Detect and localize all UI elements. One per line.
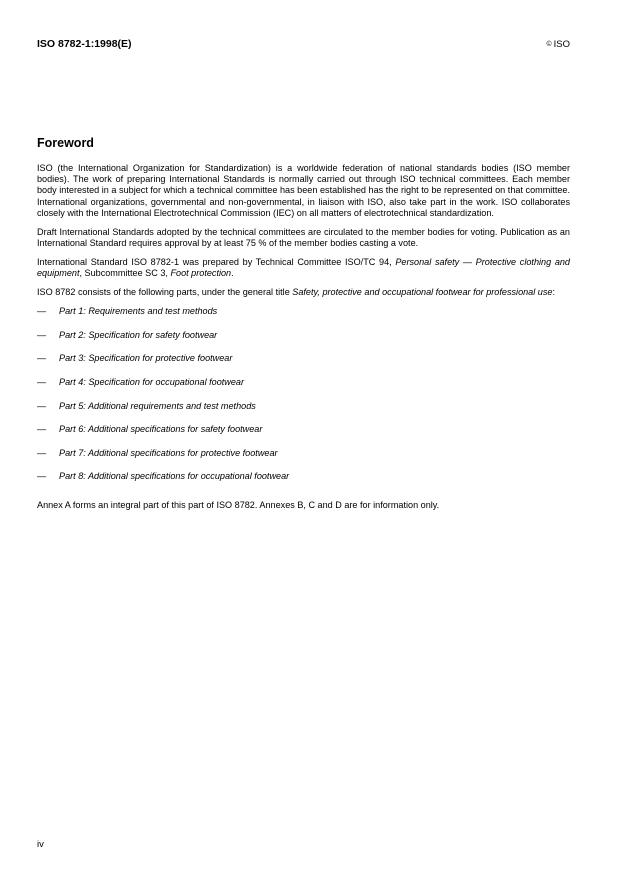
committee-text-3: . (231, 268, 234, 279)
dash-bullet: — (37, 353, 47, 364)
list-item-text: Part 5: Additional requirements and test methods (59, 400, 256, 411)
dash-bullet: — (37, 377, 47, 387)
committee-text-1: International Standard ISO 8782-1 was prepared by Technical Committee ISO/TC 94, (37, 257, 396, 268)
document-identifier: ISO 8782-1:1998(E) (37, 38, 132, 50)
parts-list (37, 306, 570, 495)
copyright-symbol: © (546, 41, 552, 48)
list-item-text: Part 6: Additional specifications for safety footwear (59, 424, 263, 435)
committee-text-2: , Subcommittee SC 3, (79, 268, 171, 279)
committee-title: Personal safety — Protective clothing and equipment (37, 257, 570, 279)
list-item-text: Part 8: Additional specifications for occupational footwear (59, 471, 290, 482)
copyright-owner: ISO (553, 39, 570, 50)
list-item (37, 401, 570, 425)
dash-bullet: — (37, 400, 47, 411)
list-item-text: Part 7: Additional specifications for protective footwear (59, 447, 278, 458)
dash-bullet: — (37, 329, 47, 340)
foreword-heading: Foreword (37, 136, 94, 150)
list-item (37, 353, 570, 377)
list-item (37, 471, 570, 495)
paragraph-iso-description: ISO (the International Organization for Standardization) is a worldwide federation of national standards bodies (ISO member bodies). The work of preparing International Standards is normally carried out through ISO technical committees. Each member body interested in a subject for which a technical committee has been established has the right to be represented on that committee. International organizations, governmental and non-governmental, in liaison with ISO, also take part in the work. ISO collaborates closely with the International Electrotechnical Commission (IEC) on all matters of electrotechnical standardization. (37, 163, 570, 218)
dash-bullet: — (37, 471, 47, 482)
list-item-text: Part 4: Specification for occupational footwear (59, 377, 245, 387)
subcommittee-title: Foot protection (170, 268, 232, 279)
list-item (37, 377, 570, 401)
list-item (37, 424, 570, 448)
parts-intro-text: ISO 8782 consists of the following parts, under the general title (37, 287, 293, 298)
page-number: iv (37, 839, 44, 850)
dash-bullet: — (37, 447, 47, 458)
paragraph-draft-standards: Draft International Standards adopted by the technical committees are circulated to the member bodies for voting. Publication as an International Standard requires approval by at least 75 % of the member bodies casting a vote. (37, 226, 570, 249)
list-item-text: Part 1: Requirements and test methods (59, 306, 218, 317)
list-item (37, 330, 570, 354)
list-item (37, 306, 570, 330)
list-item (37, 448, 570, 472)
list-item-text: Part 3: Specification for protective footwear (59, 353, 233, 364)
dash-bullet: — (37, 424, 47, 435)
general-title: Safety, protective and occupational footwear for professional use (292, 287, 553, 298)
paragraph-parts-intro (37, 287, 570, 298)
copyright-notice (546, 39, 570, 50)
foreword-body (37, 163, 570, 519)
list-item-text: Part 2: Specification for safety footwear (59, 329, 218, 340)
parts-intro-colon: : (552, 287, 555, 298)
dash-bullet: — (37, 306, 47, 317)
paragraph-committee (37, 257, 570, 279)
paragraph-annexes: Annex A forms an integral part of this part of ISO 8782. Annexes B, C and D are for information only. (37, 499, 440, 510)
